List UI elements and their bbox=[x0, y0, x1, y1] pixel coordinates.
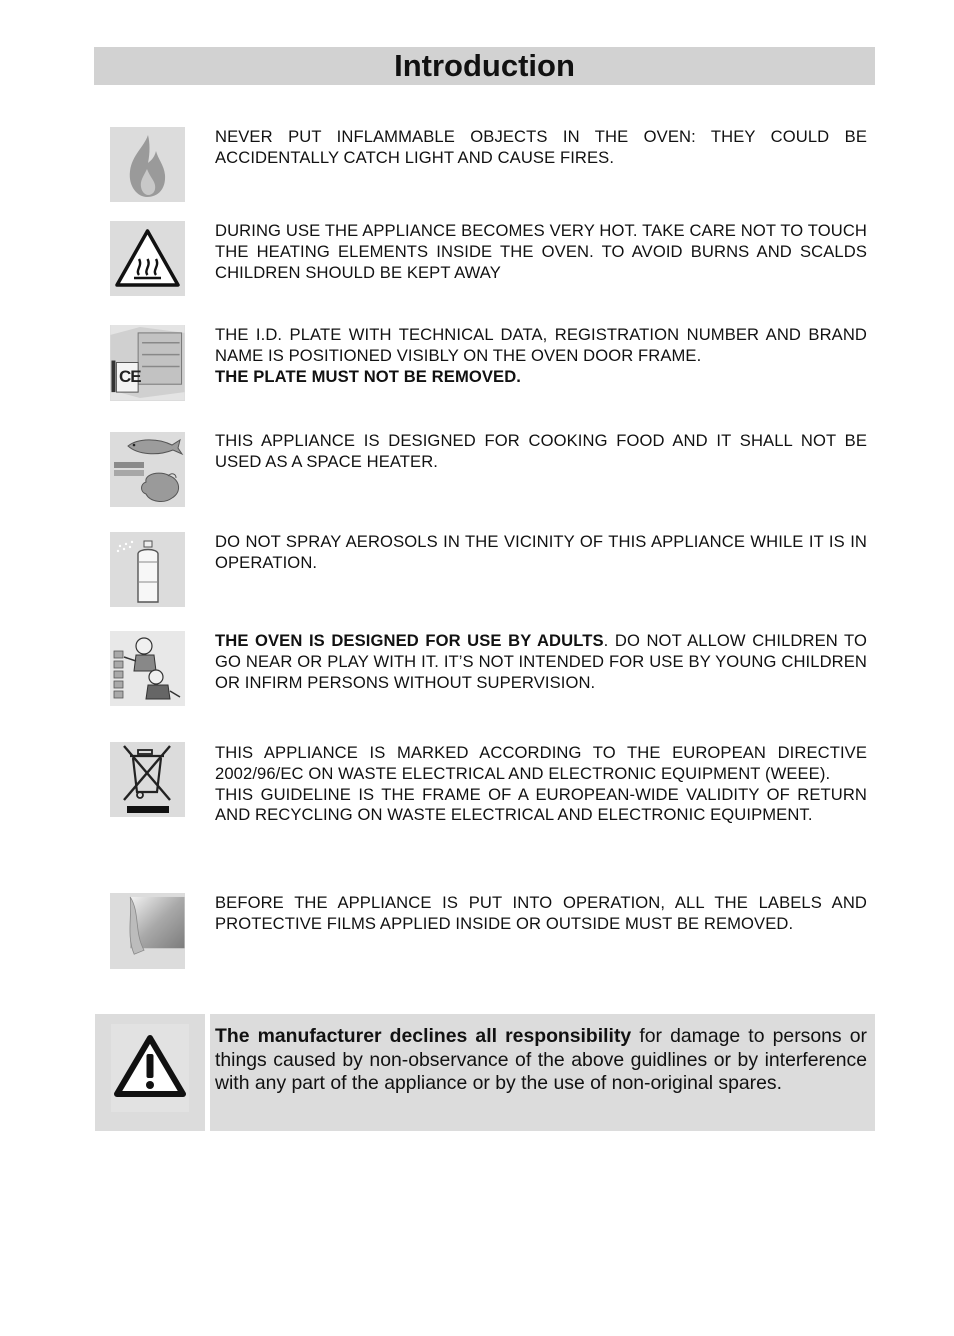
title-bar bbox=[94, 47, 875, 85]
id-plate-ce-icon bbox=[110, 325, 185, 401]
aerosol-spray-icon bbox=[110, 532, 185, 607]
notice-icon-cell bbox=[95, 1014, 205, 1131]
notice-rest-text: for damage to persons or things caused by non-observance of the above guidlines or by interference with any part of the appliance or by the use of non-original spares. bbox=[215, 1025, 867, 1095]
item-text bbox=[215, 221, 867, 283]
item-text bbox=[215, 431, 867, 473]
children-playing-icon bbox=[110, 631, 185, 706]
weee-text: THIS APPLIANCE IS MARKED ACCORDING TO THE EUROPEAN DIRECTIVE 2002/96/EC ON WASTE ELECTRICAL AND ELECTRONIC EQUIPMENT (WEEE). bbox=[215, 743, 867, 783]
notice-text bbox=[215, 1025, 867, 1096]
food-cooking-icon bbox=[110, 432, 185, 507]
protective-film-icon bbox=[110, 893, 185, 969]
item-text bbox=[215, 325, 867, 387]
notice-bold-lead: The manufacturer declines all responsibility bbox=[215, 1025, 632, 1047]
flame-warning-text: NEVER PUT INFLAMMABLE OBJECTS IN THE OVEN: THEY COULD BE ACCIDENTALLY CATCH LIGHT AND CAUSE FIRES. bbox=[215, 127, 867, 167]
flame-icon bbox=[110, 127, 185, 202]
notice-text-cell bbox=[210, 1014, 875, 1131]
ce-mark-label: CE bbox=[119, 367, 141, 386]
item-text bbox=[215, 532, 867, 574]
children-bold-lead: THE OVEN IS DESIGNED FOR USE BY ADULTS bbox=[215, 631, 604, 650]
film-text: BEFORE THE APPLIANCE IS PUT INTO OPERATION, ALL THE LABELS AND PROTECTIVE FILMS APPLIED INSIDE OR OUTSIDE MUST BE REMOVED. bbox=[215, 893, 867, 933]
hot-surface-warning-icon bbox=[110, 221, 185, 296]
hot-surface-text: DURING USE THE APPLIANCE BECOMES VERY HOT. TAKE CARE NOT TO TOUCH THE HEATING ELEMENTS INSIDE THE OVEN. TO AVOID BURNS AND SCALDS CHILDREN SHOULD BE KEPT AWAY bbox=[215, 221, 867, 282]
children-text bbox=[215, 631, 867, 693]
children-rest-text: . DO NOT ALLOW CHILDREN TO GO NEAR OR PLAY WITH IT. IT’S NOT INTENDED FOR USE BY YOUNG CHILDREN OR INFIRM PERSONS WITHOUT SUPERVISION. bbox=[215, 631, 868, 692]
aerosol-text: DO NOT SPRAY AEROSOLS IN THE VICINITY OF THIS APPLIANCE WHILE IT IS IN OPERATION. bbox=[215, 532, 867, 572]
page-title: Introduction bbox=[394, 48, 575, 83]
responsibility-notice bbox=[95, 1014, 875, 1131]
id-plate-text: THE I.D. PLATE WITH TECHNICAL DATA, REGISTRATION NUMBER AND BRAND NAME IS POSITIONED VISIBLY ON THE OVEN DOOR FRAME. bbox=[215, 325, 867, 365]
item-text bbox=[215, 127, 867, 169]
item-text bbox=[215, 743, 867, 826]
weee-text-2: THIS GUIDELINE IS THE FRAME OF A EUROPEAN-WIDE VALIDITY OF RETURN AND RECYCLING ON WASTE ELECTRICAL AND ELECTRONIC EQUIPMENT. bbox=[215, 784, 867, 825]
warning-triangle-icon bbox=[95, 1014, 205, 1131]
food-text: THIS APPLIANCE IS DESIGNED FOR COOKING FOOD AND IT SHALL NOT BE USED AS A SPACE HEATER. bbox=[215, 431, 867, 471]
item-text bbox=[215, 631, 867, 693]
id-plate-bold-text: THE PLATE MUST NOT BE REMOVED. bbox=[215, 366, 521, 386]
weee-crossed-bin-icon bbox=[110, 742, 185, 817]
item-text bbox=[215, 893, 867, 935]
